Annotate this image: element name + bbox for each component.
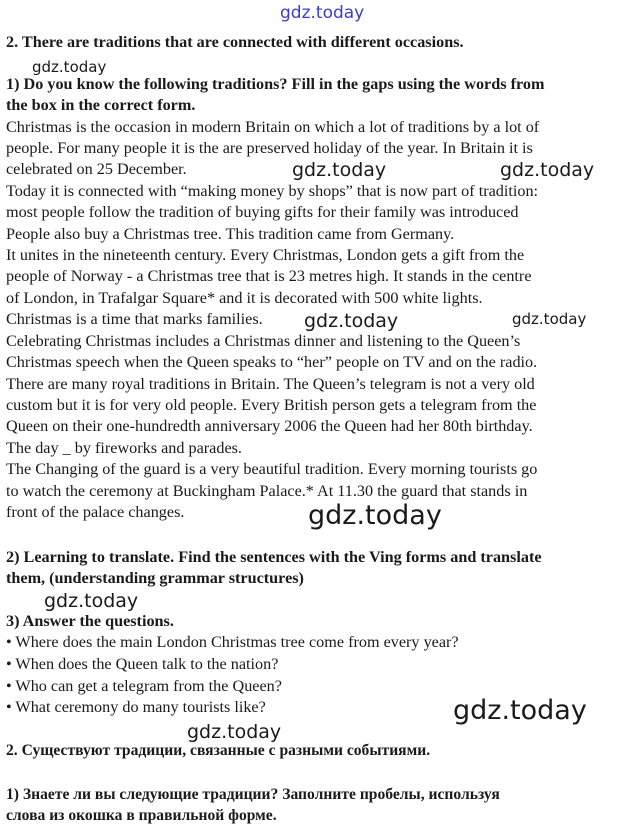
watermark: gdz.today xyxy=(512,310,587,328)
text-line: The Changing of the guard is a very beautiful tradition. Every morning tourists go xyxy=(6,460,538,478)
task-heading: 2) Learning to translate. Find the sentences with the Ving forms and translate xyxy=(6,548,542,566)
text-line: custom but it is for very old people. Every British person gets a telegram from the xyxy=(6,396,537,414)
task-heading: 3) Answer the questions. xyxy=(6,612,174,630)
text-line: people of Norway - a Christmas tree that is 23 metres high. It stands in the centre xyxy=(6,267,532,285)
text-line: Christmas is a time that marks families. xyxy=(6,310,263,328)
question-item: • When does the Queen talk to the nation? xyxy=(6,655,279,673)
text-line: There are many royal traditions in Britain. The Queen’s telegram is not a very old xyxy=(6,375,535,393)
section-heading: 2. There are traditions that are connected with different occasions. xyxy=(6,33,464,51)
task-heading-ru: 1) Знаете ли вы следующие традиции? Заполните пробелы, используя xyxy=(6,786,500,803)
text-line: Christmas is the occasion in modern Britain on which a lot of traditions by a lot of xyxy=(6,118,540,136)
watermark: gdz.today xyxy=(187,721,282,743)
text-line: Today it is connected with “making money by shops” that is now part of tradition: xyxy=(6,182,539,200)
text-line: to watch the ceremony at Buckingham Palace.* At 11.30 the guard that stands in xyxy=(6,482,528,500)
watermark-top: gdz.today xyxy=(280,3,365,23)
watermark: gdz.today xyxy=(453,695,587,726)
text-line: celebrated on 25 December. xyxy=(6,160,187,178)
question-item: • Where does the main London Christmas tree come from every year? xyxy=(6,633,459,651)
text-line: Celebrating Christmas includes a Christmas dinner and listening to the Queen’s xyxy=(6,332,521,350)
question-item: • Who can get a telegram from the Queen? xyxy=(6,677,282,695)
question-item: • What ceremony do many tourists like? xyxy=(6,698,266,716)
text-line: Queen on their one-hundredth anniversary 2006 the Queen had her 80th birthday. xyxy=(6,417,533,435)
text-line: front of the palace changes. xyxy=(6,503,185,521)
task-heading: 1) Do you know the following traditions? Fill in the gaps using the words from xyxy=(6,75,545,93)
text-line: It unites in the nineteenth century. Every Christmas, London gets a gift from the xyxy=(6,246,525,264)
text-line: of London, in Trafalgar Square* and it is decorated with 500 white lights. xyxy=(6,289,483,307)
watermark: gdz.today xyxy=(500,159,595,181)
text-line: most people follow the tradition of buying gifts for their family was introduced xyxy=(6,203,519,221)
watermark: gdz.today xyxy=(304,310,399,332)
task-heading: the box in the correct form. xyxy=(6,96,196,114)
task-heading: them, (understanding grammar structures) xyxy=(6,569,304,587)
watermark: gdz.today xyxy=(32,58,107,76)
watermark: gdz.today xyxy=(308,500,442,531)
text-line: The day _ by fireworks and parades. xyxy=(6,439,242,457)
text-line: Christmas speech when the Queen speaks to “her” people on TV and on the radio. xyxy=(6,353,538,371)
section-heading-ru: 2. Существуют традиции, связанные с разными событиями. xyxy=(6,742,431,759)
watermark: gdz.today xyxy=(292,159,387,181)
watermark: gdz.today xyxy=(44,590,139,612)
task-heading-ru: слова из окошка в правильной форме. xyxy=(6,807,277,824)
text-line: People also buy a Christmas tree. This tradition came from Germany. xyxy=(6,225,455,243)
text-line: people. For many people it is the are preserved holiday of the year. In Britain it is xyxy=(6,139,533,157)
